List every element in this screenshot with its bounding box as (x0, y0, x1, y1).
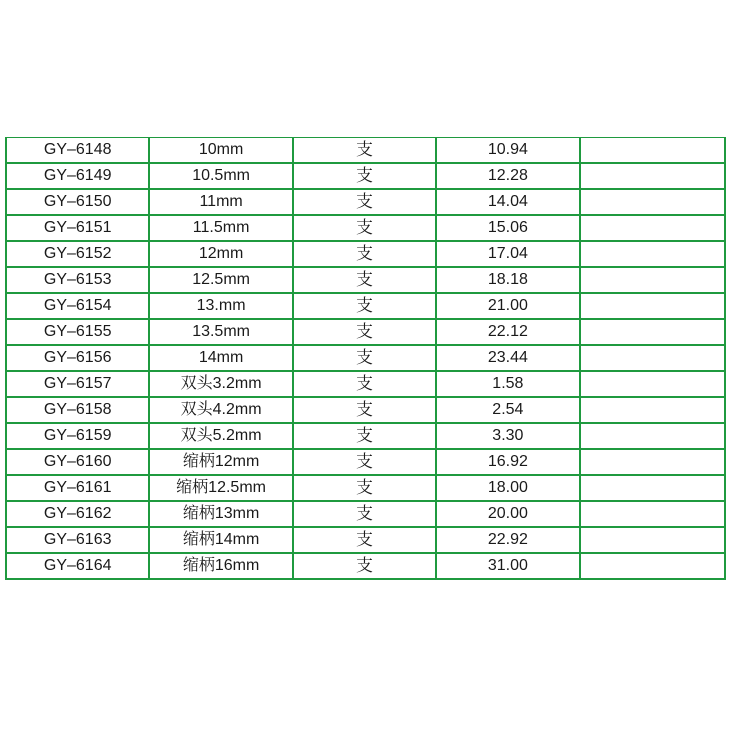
cell-note (580, 241, 725, 267)
cell-price: 14.04 (436, 189, 579, 215)
cell-note (580, 371, 725, 397)
cell-code: GY–6154 (6, 293, 149, 319)
cell-unit: 支 (293, 241, 436, 267)
cell-unit: 支 (293, 138, 436, 164)
cell-price: 22.12 (436, 319, 579, 345)
cell-spec: 缩柄12.5mm (149, 475, 292, 501)
table-row (6, 527, 725, 553)
cell-spec: 双头5.2mm (149, 423, 292, 449)
cell-note (580, 501, 725, 527)
table-row (6, 553, 725, 579)
cell-price: 22.92 (436, 527, 579, 553)
cell-code: GY–6161 (6, 475, 149, 501)
cell-unit: 支 (293, 215, 436, 241)
cell-unit: 支 (293, 345, 436, 371)
cell-spec: 双头4.2mm (149, 397, 292, 423)
cell-code: GY–6156 (6, 345, 149, 371)
cell-unit: 支 (293, 527, 436, 553)
cell-price: 21.00 (436, 293, 579, 319)
cell-price: 16.92 (436, 449, 579, 475)
table-row (6, 241, 725, 267)
cell-unit: 支 (293, 189, 436, 215)
cell-note (580, 293, 725, 319)
price-table (5, 137, 726, 580)
cell-code: GY–6151 (6, 215, 149, 241)
cell-spec: 11mm (149, 189, 292, 215)
cell-code: GY–6149 (6, 163, 149, 189)
cell-unit: 支 (293, 371, 436, 397)
table-row (6, 138, 725, 164)
table-row (6, 397, 725, 423)
cell-note (580, 215, 725, 241)
cell-spec: 12.5mm (149, 267, 292, 293)
cell-code: GY–6150 (6, 189, 149, 215)
table-row (6, 319, 725, 345)
cell-unit: 支 (293, 293, 436, 319)
cell-price: 18.00 (436, 475, 579, 501)
cell-spec: 11.5mm (149, 215, 292, 241)
cell-note (580, 527, 725, 553)
cell-code: GY–6148 (6, 138, 149, 164)
cell-price: 31.00 (436, 553, 579, 579)
cell-code: GY–6158 (6, 397, 149, 423)
cell-note (580, 319, 725, 345)
cell-price: 23.44 (436, 345, 579, 371)
table-row (6, 475, 725, 501)
cell-spec: 缩柄14mm (149, 527, 292, 553)
cell-code: GY–6164 (6, 553, 149, 579)
cell-price: 3.30 (436, 423, 579, 449)
cell-note (580, 345, 725, 371)
cell-code: GY–6152 (6, 241, 149, 267)
cell-note (580, 449, 725, 475)
cell-price: 1.58 (436, 371, 579, 397)
cell-code: GY–6157 (6, 371, 149, 397)
cell-note (580, 397, 725, 423)
cell-price: 2.54 (436, 397, 579, 423)
cell-spec: 10.5mm (149, 163, 292, 189)
cell-unit: 支 (293, 449, 436, 475)
cell-code: GY–6162 (6, 501, 149, 527)
cell-spec: 缩柄16mm (149, 553, 292, 579)
cell-spec: 双头3.2mm (149, 371, 292, 397)
table-row (6, 267, 725, 293)
cell-unit: 支 (293, 501, 436, 527)
cell-spec: 10mm (149, 138, 292, 164)
cell-price: 10.94 (436, 138, 579, 164)
cell-unit: 支 (293, 319, 436, 345)
table-row (6, 215, 725, 241)
table-row (6, 449, 725, 475)
cell-spec: 缩柄13mm (149, 501, 292, 527)
cell-code: GY–6159 (6, 423, 149, 449)
table-row (6, 189, 725, 215)
cell-note (580, 189, 725, 215)
cell-unit: 支 (293, 163, 436, 189)
cell-price: 20.00 (436, 501, 579, 527)
cell-code: GY–6160 (6, 449, 149, 475)
cell-note (580, 423, 725, 449)
cell-spec: 14mm (149, 345, 292, 371)
cell-unit: 支 (293, 397, 436, 423)
cell-price: 12.28 (436, 163, 579, 189)
cell-unit: 支 (293, 553, 436, 579)
cell-spec: 13.5mm (149, 319, 292, 345)
cell-note (580, 163, 725, 189)
cell-price: 15.06 (436, 215, 579, 241)
cell-price: 17.04 (436, 241, 579, 267)
cell-note (580, 553, 725, 579)
cell-unit: 支 (293, 475, 436, 501)
cell-note (580, 475, 725, 501)
cell-note (580, 267, 725, 293)
table-row (6, 371, 725, 397)
cell-unit: 支 (293, 423, 436, 449)
table-row (6, 501, 725, 527)
cell-spec: 13.mm (149, 293, 292, 319)
table-row (6, 423, 725, 449)
table-row (6, 345, 725, 371)
cell-code: GY–6153 (6, 267, 149, 293)
cell-code: GY–6155 (6, 319, 149, 345)
cell-unit: 支 (293, 267, 436, 293)
table-row (6, 163, 725, 189)
cell-spec: 缩柄12mm (149, 449, 292, 475)
price-table-body (6, 138, 725, 580)
cell-price: 18.18 (436, 267, 579, 293)
cell-code: GY–6163 (6, 527, 149, 553)
cell-note (580, 138, 725, 164)
table-row (6, 293, 725, 319)
cell-spec: 12mm (149, 241, 292, 267)
